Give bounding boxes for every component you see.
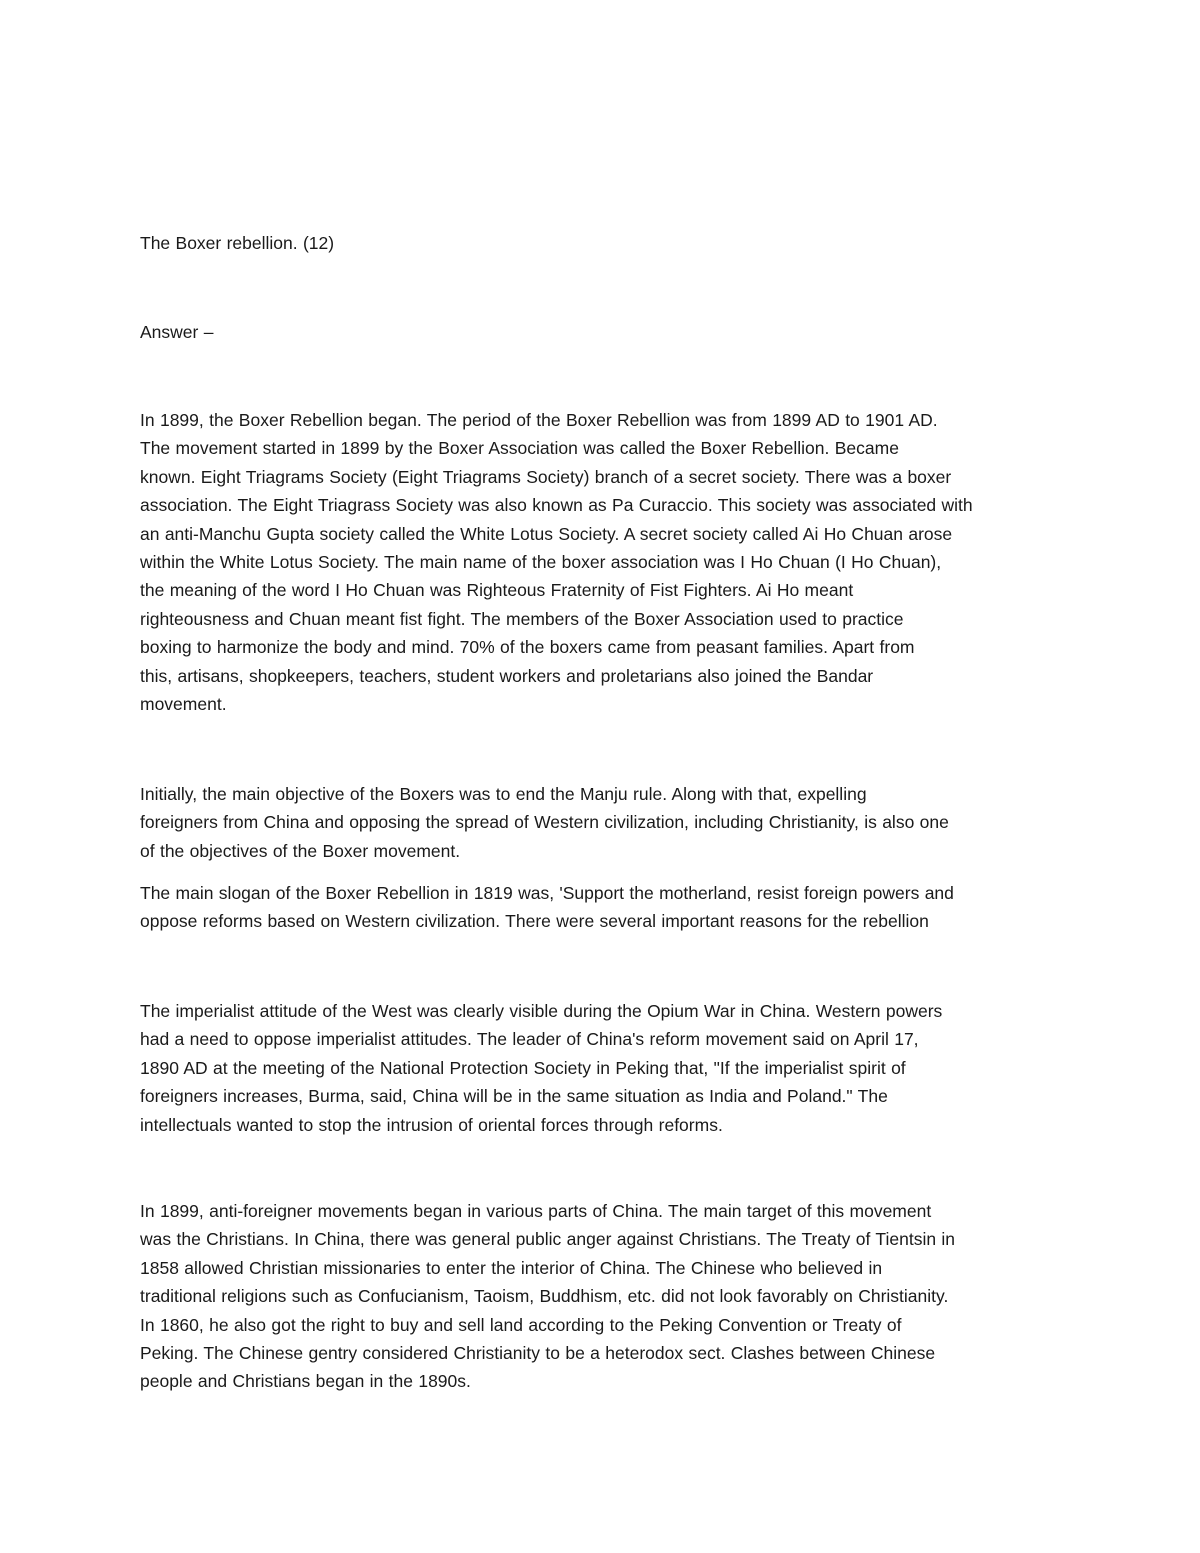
paragraph-line: people and Christians began in the 1890s. [140,1371,471,1392]
title-line: The Boxer rebellion. (12) [140,233,335,253]
paragraph-line: foreigners increases, Burma, said, China will be in the same situation as India and Poland." The [140,1086,888,1107]
paragraph-line: The movement started in 1899 by the Boxer Association was called the Boxer Rebellion. Became [140,438,899,459]
paragraph-line: Peking. The Chinese gentry considered Christianity to be a heterodox sect. Clashes between Chinese [140,1343,936,1364]
paragraph-line: the meaning of the word I Ho Chuan was Righteous Fraternity of Fist Fighters. Ai Ho meant [140,580,854,601]
paragraph-line: righteousness and Chuan meant fist fight. The members of the Boxer Association used to practice [140,608,904,629]
paragraph-line: intellectuals wanted to stop the intrusion of oriental forces through reforms. [140,1114,723,1135]
paragraph-line: association. The Eight Triagrass Society was also known as Pa Curaccio. This society was associated with [140,495,973,516]
paragraph-line: known. Eight Triagrams Society (Eight Triagrams Society) branch of a secret society. There was a boxer [140,466,952,487]
paragraph-line: The main slogan of the Boxer Rebellion in 1819 was, 'Support the motherland, resist foreign powers and [140,883,954,903]
document-title [140,229,1070,257]
paragraph-line: 1890 AD at the meeting of the National Protection Society in Peking that, "If the imperialist spirit of [140,1057,906,1078]
paragraph-line: foreigners from China and opposing the spread of Western civilization, including Christianity, is also one [140,812,949,833]
paragraph-5 [140,1197,1070,1396]
paragraph-1 [140,406,1070,718]
answer-label [140,318,1070,346]
paragraph-line: oppose reforms based on Western civilization. There were several important reasons for the rebellion [140,911,929,932]
paragraph-line: The imperialist attitude of the West was clearly visible during the Opium War in China. Western powers [140,1001,943,1021]
paragraph-line: this, artisans, shopkeepers, teachers, student workers and proletarians also joined the Bandar [140,665,874,686]
paragraph-line: within the White Lotus Society. The main name of the boxer association was I Ho Chuan (I Ho Chuan), [140,552,942,573]
paragraph-line: had a need to oppose imperialist attitudes. The leader of China's reform movement said on April 17, [140,1029,919,1050]
paragraph-line: 1858 allowed Christian missionaries to enter the interior of China. The Chinese who believed in [140,1257,883,1278]
paragraph-line: of the objectives of the Boxer movement. [140,840,461,861]
paragraph-line: an anti-Manchu Gupta society called the White Lotus Society. A secret society called Ai Ho Chuan arose [140,523,953,544]
paragraph-line: was the Christians. In China, there was general public anger against Christians. The Treaty of Tientsin in [140,1229,956,1250]
paragraph-3 [140,879,1070,936]
paragraph-line: boxing to harmonize the body and mind. 70% of the boxers came from peasant families. Apart from [140,637,915,658]
paragraph-line: In 1860, he also got the right to buy and sell land according to the Peking Convention or Treaty of [140,1314,902,1335]
paragraph-4 [140,997,1070,1139]
answer-line: Answer – [140,322,214,342]
paragraph-line: Initially, the main objective of the Boxers was to end the Manju rule. Along with that, expelling [140,784,867,804]
paragraph-line: traditional religions such as Confucianism, Taoism, Buddhism, etc. did not look favorably on Christianity. [140,1286,949,1307]
paragraph-line: In 1899, anti-foreigner movements began in various parts of China. The main target of this movement [140,1201,932,1221]
paragraph-line: movement. [140,694,227,715]
paragraph-2 [140,780,1070,865]
paragraph-line: In 1899, the Boxer Rebellion began. The period of the Boxer Rebellion was from 1899 AD to 1901 AD. [140,410,938,430]
